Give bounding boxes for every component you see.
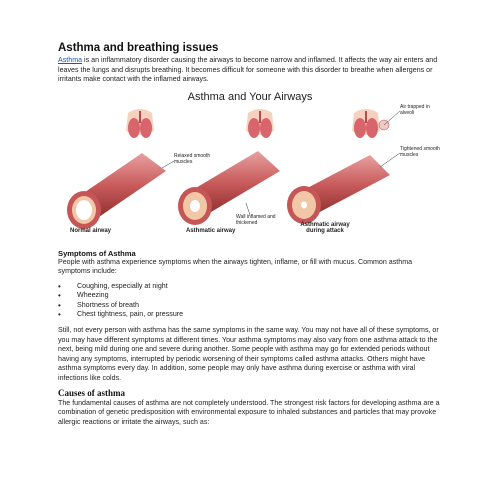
caption-attack-airway: Asthmatic airway during attack [300, 221, 350, 234]
asthma-link[interactable]: Asthma [58, 56, 83, 64]
symptoms-list [58, 282, 442, 320]
list-item: • Coughing, especially at night [77, 282, 442, 292]
airways-illustration [58, 91, 442, 241]
caption-normal-airway: Normal airway [70, 227, 112, 234]
symptoms-heading: Symptoms of Asthma [58, 248, 136, 258]
torso-asthmatic [246, 109, 274, 138]
airway-tube-attack [287, 155, 390, 224]
symptoms-paragraph: Still, not every person with asthma has the same symptoms in the same way. You may not have all of these symptoms, or you may have different symptoms at different times. Your asthma symptoms may also vary from one asthma attack to the next, being mild during one and severe during another. Some people with asthma may go for extended periods without having any symptoms, interrupted by periodic worsening of their symptoms called asthma attacks. Others might have asthma symptoms every day. In addition, some people may only have asthma during exercise or asthma with viral infections like colds. [58, 325, 439, 382]
document-page [58, 42, 442, 427]
label-air-trapped: Air trapped in alveoli [400, 103, 430, 116]
label-relaxed-muscles: Relaxed smooth muscles [174, 152, 211, 165]
list-item: • Chest tightness, pain, or pressure [77, 310, 442, 320]
list-item: • Shortness of breath [77, 301, 442, 311]
label-wall-inflamed: Wall inflamed and thickened [236, 213, 276, 226]
label-tightened-muscles: Tightened smooth muscles [400, 145, 440, 158]
figure-title: Asthma and Your Airways [187, 90, 313, 103]
page-title: Asthma and breathing issues [58, 42, 219, 54]
symptoms-intro: People with asthma experience symptoms when the airways tighten, inflame, or fill with mucus. Common asthma symptoms include: [58, 257, 413, 276]
torso-normal [126, 109, 154, 138]
airway-tube-normal [67, 153, 166, 229]
intro-text: is an inflammatory disorder causing the airways to become narrow and inflamed. It affects the way air enters and leaves the lungs and disrupts breathing. It becomes difficult for someone with this disorder to breathe when allergens or irritants make contact with the inflamed airways. [58, 56, 438, 84]
caption-asthmatic-airway: Asthmatic airway [186, 227, 236, 234]
causes-heading: Causes of asthma [58, 387, 126, 398]
causes-paragraph: The fundamental causes of asthma are not completely understood. The strongest risk factors for developing asthma are a combination of genetic predisposition with environmental exposure to inhaled substances and particles that may provoke allergic reactions or irritate the airways, such as: [58, 398, 440, 426]
torso-attack [352, 109, 389, 138]
list-item: • Wheezing [77, 291, 442, 301]
intro-paragraph [58, 56, 442, 85]
